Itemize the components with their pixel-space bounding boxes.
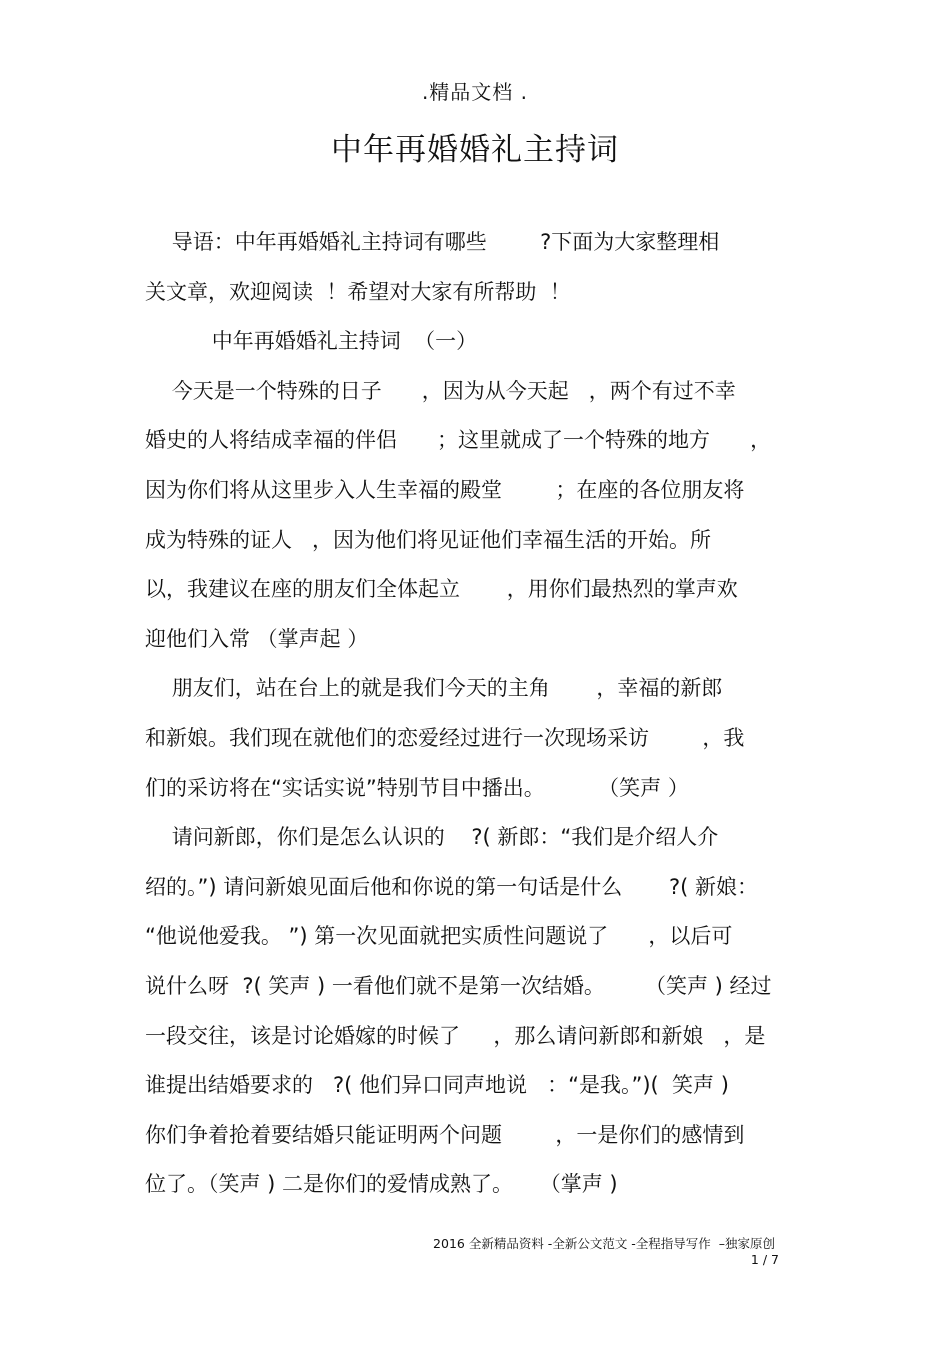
page-footer: 2016 全新精品资料 -全新公文范文 -全程指导写作 –独家原创 <box>433 1236 775 1251</box>
body-line: 因为你们将从这里步入人生幸福的殿堂 ；在座的各位朋友将 <box>145 477 745 502</box>
body-line: 今天是一个特殊的日子 ，因为从今天起 ，两个有过不幸 <box>145 378 736 403</box>
body-line: 迎他们入常 （掌声起 ） <box>145 626 369 651</box>
body-line: 朋友们，站在台上的就是我们今天的主角 ，幸福的新郎 <box>145 676 723 701</box>
page-number: 1 / 7 <box>750 1252 779 1267</box>
body-line: 婚史的人将结成幸福的伴侣 ；这里就成了一个特殊的地方 ， <box>145 428 772 453</box>
body-line: 们的采访将在“实话实说”特别节目中播出。 （笑声 ） <box>145 775 689 800</box>
body-line: 和新娘。我们现在就他们的恋爱经过进行一次现场采访 ，我 <box>145 725 745 750</box>
body-line: 关文章，欢迎阅读 ！希望对大家有所帮助 ！ <box>145 279 571 304</box>
body-line: 请问新郎，你们是怎么认识的 ?( 新郎：“我们是介绍人介 <box>145 825 719 850</box>
section-heading: 中年再婚婚礼主持词 （一） <box>145 329 478 354</box>
body-line: 你们争着抢着要结婚只能证明两个问题 ，一是你们的感情到 <box>145 1122 745 1147</box>
document-body <box>145 224 825 1216</box>
body-line: 一段交往，该是讨论婚嫁的时候了 ，那么请问新郎和新娘 ，是 <box>145 1023 766 1048</box>
document-title: 中年再婚婚礼主持词 <box>331 132 619 168</box>
body-line: 成为特殊的证人 ，因为他们将见证他们幸福生活的开始。所 <box>145 527 712 552</box>
body-line: 导语：中年再婚婚礼主持词有哪些 ?下面为大家整理相 <box>145 230 720 254</box>
body-line: 位了。（笑声 ) 二是你们的爱情成熟了。 （掌声 ) <box>145 1172 618 1197</box>
body-line: “他说他爱我。 ”) 第一次见面就把实质性问题说了 ，以后可 <box>145 924 733 949</box>
page-header: .精品文档 . <box>421 80 529 104</box>
body-line: 谁提出结婚要求的 ?( 他们异口同声地说 ：“是我。”)( 笑声 ) <box>145 1073 729 1098</box>
body-line: 绍的。”) 请问新娘见面后他和你说的第一句话是什么 ?( 新娘： <box>145 874 758 899</box>
body-line: 以，我建议在座的朋友们全体起立 ，用你们最热烈的掌声欢 <box>145 577 738 602</box>
body-line: 说什么呀 ?( 笑声 ) 一看他们就不是第一次结婚。 （笑声 ) 经过 <box>145 973 772 998</box>
